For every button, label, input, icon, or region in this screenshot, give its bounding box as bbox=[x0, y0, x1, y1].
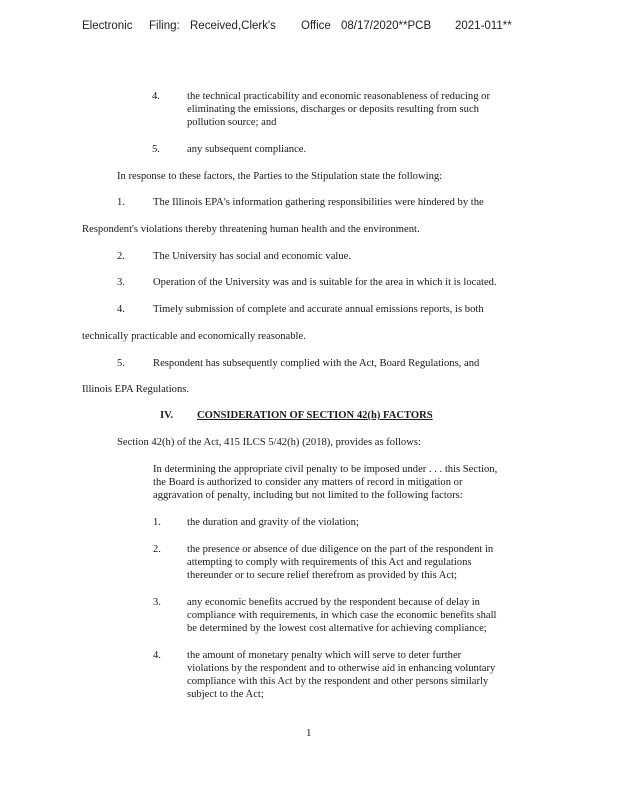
response-number: 2. bbox=[117, 251, 125, 262]
header-office: Office bbox=[301, 20, 331, 32]
factor-number: 3. bbox=[153, 597, 161, 608]
section-title: CONSIDERATION OF SECTION 42(h) FACTORS bbox=[197, 410, 433, 421]
text-line: compliance with requirements, in which case the economic benefits shall bbox=[187, 610, 497, 621]
factor-number: 1. bbox=[153, 517, 161, 528]
text-line: be determined by the lowest cost alternative for achieving compliance; bbox=[187, 623, 487, 634]
block-quote bbox=[153, 463, 497, 502]
section-intro: Section 42(h) of the Act, 415 ILCS 5/42(h) (2018), provides as follows: bbox=[117, 437, 421, 448]
response-text: The University has social and economic value. bbox=[153, 251, 351, 262]
factor-item bbox=[187, 649, 495, 701]
header-filing: Filing: bbox=[149, 20, 180, 32]
filing-stamp-header bbox=[82, 20, 602, 36]
header-electronic: Electronic bbox=[82, 20, 133, 32]
text-line: the technical practicability and economic reasonableness of reducing or bbox=[187, 91, 490, 102]
response-number: 3. bbox=[117, 277, 125, 288]
top-list-number: 4. bbox=[152, 91, 160, 102]
text-line: violations by the respondent and to otherwise aid in enhancing voluntary bbox=[187, 663, 496, 674]
response-text: Timely submission of complete and accurate annual emissions reports, is both bbox=[153, 304, 484, 315]
factor-item: the duration and gravity of the violation; bbox=[187, 517, 359, 528]
top-list-number: 5. bbox=[152, 144, 160, 155]
factor-item bbox=[187, 543, 493, 582]
header-docket: 2021-011** bbox=[455, 20, 512, 32]
text-line: eliminating the emissions, discharges or deposits resulting from such bbox=[187, 104, 479, 115]
intro-paragraph: In response to these factors, the Parties to the Stipulation state the following: bbox=[117, 171, 443, 182]
text-line: thereunder or to secure relief therefrom as provided by this Act; bbox=[187, 570, 458, 581]
response-number: 4. bbox=[117, 304, 125, 315]
response-text: Respondent has subsequently complied with the Act, Board Regulations, and bbox=[153, 358, 480, 369]
text-line: the presence or absence of due diligence on the part of the respondent in bbox=[187, 544, 494, 555]
header-date: 08/17/2020**PCB bbox=[341, 20, 432, 32]
response-continuation: technically practicable and economically reasonable. bbox=[82, 331, 306, 342]
response-number: 5. bbox=[117, 358, 125, 369]
top-list-item bbox=[187, 90, 490, 129]
text-line: attempting to comply with requirements of this Act and regulations bbox=[187, 557, 472, 568]
text-line: the Board is authorized to consider any matters of record in mitigation or bbox=[153, 477, 463, 488]
response-text: Operation of the University was and is suitable for the area in which it is located. bbox=[153, 277, 497, 288]
text-line: aggravation of penalty, including but not limited to the following factors: bbox=[153, 490, 463, 501]
factor-number: 4. bbox=[153, 650, 161, 661]
text-line: subject to the Act; bbox=[187, 689, 264, 700]
text-line: any economic benefits accrued by the respondent because of delay in bbox=[187, 597, 480, 608]
response-text: The Illinois EPA's information gathering responsibilities were hindered by the bbox=[153, 197, 484, 208]
text-line: compliance with this Act by the respondent and other persons similarly bbox=[187, 676, 489, 687]
section-number: IV. bbox=[160, 410, 174, 421]
factor-item bbox=[187, 596, 496, 635]
text-line: In determining the appropriate civil penalty to be imposed under . . . this Section, bbox=[153, 464, 498, 475]
text-line: the amount of monetary penalty which will serve to deter further bbox=[187, 650, 462, 661]
response-number: 1. bbox=[117, 197, 125, 208]
response-continuation: Respondent's violations thereby threatening human health and the environment. bbox=[82, 224, 420, 235]
response-continuation: Illinois EPA Regulations. bbox=[82, 384, 190, 395]
factor-number: 2. bbox=[153, 544, 161, 555]
page-number: 1 bbox=[306, 727, 312, 739]
text-line: pollution source; and bbox=[187, 117, 277, 128]
top-list-item: any subsequent compliance. bbox=[187, 144, 307, 155]
header-received: Received,Clerk's bbox=[190, 20, 276, 32]
